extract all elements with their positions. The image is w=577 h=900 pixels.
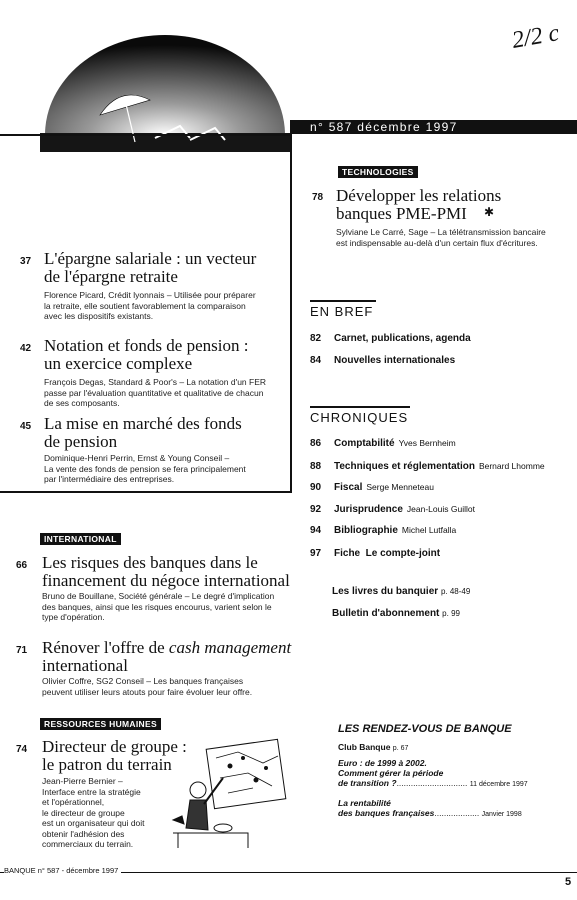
item-num: 82 — [310, 333, 322, 344]
article-title-line: de l'épargne retraite — [44, 267, 178, 286]
item-title: Fiscal — [334, 482, 363, 493]
article-num: 71 — [16, 645, 28, 656]
article-title-line: Les risques des banques dans le — [42, 553, 258, 572]
article-num: 37 — [20, 256, 32, 267]
article-title — [44, 250, 256, 286]
item-title: Techniques et réglementation — [334, 461, 475, 472]
item-title: Jurisprudence — [334, 504, 403, 515]
section-tag-rh: RESSOURCES HUMAINES — [40, 718, 161, 730]
manager-illustration — [168, 738, 288, 853]
article-summary — [44, 377, 266, 409]
article-title — [336, 187, 501, 223]
summary-line: Jean-Pierre Bernier – — [42, 776, 123, 786]
item-author: Yves Bernheim — [398, 438, 456, 448]
club-page: p. 67 — [392, 745, 409, 752]
title-part: Rénover l'offre de — [42, 638, 169, 657]
article-title-line: international — [42, 656, 128, 675]
rendezvous-club — [338, 742, 408, 752]
article-title-line: Notation et fonds de pension : — [44, 336, 249, 355]
item-author: Michel Lutfalla — [401, 525, 457, 535]
article-num: 78 — [312, 192, 324, 203]
summary-line: Olivier Coffre, SG2 Conseil – Les banques françaises — [42, 676, 244, 686]
section-heading-en-bref: EN BREF — [310, 304, 374, 319]
item-num: 92 — [310, 504, 322, 515]
summary-line: des banques, ainsi que les risques encourus, varient selon le — [42, 601, 272, 612]
article-num: 74 — [16, 744, 28, 755]
summary-line: de ses composants. — [44, 398, 120, 408]
page-number: 5 — [565, 876, 572, 888]
extra-item — [332, 586, 470, 597]
rendezvous-euro — [338, 758, 528, 790]
summary-line: est un organisateur qui doit — [42, 818, 145, 828]
article-title-line: Directeur de groupe : — [42, 737, 187, 756]
star-icon: ✱ — [484, 205, 495, 219]
article-title — [42, 639, 291, 675]
article-num: 42 — [20, 343, 32, 354]
item-num: 97 — [310, 548, 322, 559]
en-bref-item — [310, 333, 471, 344]
item-author: Serge Menneteau — [366, 482, 434, 492]
chronique-item — [310, 482, 434, 493]
handwritten-note: 2/2 c — [510, 20, 562, 54]
rendezvous-heading: LES RENDEZ-VOUS DE BANQUE — [338, 723, 512, 735]
article-title-line: un exercice complexe — [44, 354, 193, 373]
event-text: des banques françaises — [338, 808, 435, 818]
summary-line: type d'opération. — [42, 612, 105, 622]
chronique-item — [310, 438, 456, 449]
article-summary — [336, 227, 546, 248]
rendezvous-rentabilite — [338, 798, 522, 820]
article-summary — [42, 676, 252, 697]
left-box-right-border — [290, 130, 292, 492]
section-tag-international: INTERNATIONAL — [40, 533, 121, 545]
item-num: 94 — [310, 525, 322, 536]
event-line: La rentabilité — [338, 798, 391, 808]
event-line — [338, 808, 522, 820]
event-date: 11 décembre 1997 — [469, 781, 528, 788]
event-line: Euro : de 1999 à 2002. — [338, 758, 427, 768]
item-title: Bibliographie — [334, 525, 398, 536]
article-title-line — [42, 639, 291, 657]
extra-pages: p. 48-49 — [440, 587, 471, 596]
summary-line: commerciaux du terrain. — [42, 839, 134, 849]
chronique-item — [310, 525, 456, 536]
chroniques-rule — [310, 406, 410, 408]
summary-line: François Degas, Standard & Poor's – La notation d'un FER — [44, 377, 267, 387]
summary-line: et l'opérationnel, — [42, 797, 105, 807]
article-title-line: La mise en marché des fonds — [44, 414, 242, 433]
summary-line: Dominique-Henri Perrin, Ernst & Young Conseil – — [44, 453, 230, 463]
item-author: Jean-Louis Guillot — [406, 504, 475, 514]
item-num: 86 — [310, 438, 322, 449]
section-heading-chroniques: CHRONIQUES — [310, 410, 409, 425]
chronique-item — [310, 548, 440, 559]
extra-title: Bulletin d'abonnement — [332, 608, 440, 619]
leader-dots: .............................. — [396, 778, 468, 788]
article-title — [42, 554, 290, 590]
article-title-line: Développer les relations — [336, 186, 502, 205]
item-num: 88 — [310, 461, 322, 472]
article-title — [44, 415, 242, 451]
extra-item — [332, 608, 460, 619]
summary-line: peuvent utiliser leurs atouts pour faire évoluer leur offre. — [42, 686, 253, 697]
item-title: Fiche Le compte-joint — [334, 548, 441, 559]
chronique-item — [310, 504, 475, 515]
article-summary — [42, 591, 274, 623]
extra-title: Les livres du banquier — [332, 586, 439, 597]
article-num: 66 — [16, 560, 28, 571]
article-title-line: banques PME-PMI — [336, 204, 467, 223]
item-title: Nouvelles internationales — [334, 355, 456, 366]
event-line: Comment gérer la période — [338, 768, 444, 778]
chronique-item — [310, 461, 545, 472]
summary-line: est indispensable au-delà d'un certain flux d'écritures. — [336, 237, 538, 248]
club-label: Club Banque — [338, 742, 391, 752]
article-title — [42, 738, 187, 774]
article-title — [44, 337, 248, 373]
footer-issue: BANQUE n° 587 - décembre 1997 — [4, 866, 121, 875]
event-date: Janvier 1998 — [481, 811, 522, 818]
article-summary — [42, 776, 145, 850]
summary-line: par l'intermédiaire des entreprises. — [44, 474, 175, 484]
summary-line: Interface entre la stratégie — [42, 786, 141, 797]
article-summary — [44, 290, 256, 322]
issue-banner-text: n° 587 décembre 1997 — [310, 120, 458, 134]
en-bref-item — [310, 355, 455, 366]
summary-line: avec les dispositifs existants. — [44, 311, 154, 321]
item-title: Comptabilité — [334, 438, 395, 449]
article-summary — [44, 453, 246, 485]
summary-line: passe par l'évaluation quantitative et qualitative de chacun — [44, 387, 264, 398]
item-num: 90 — [310, 482, 322, 493]
summary-line: la retraite, elle soutient favorablement la comparaison — [44, 300, 246, 311]
item-title: Carnet, publications, agenda — [334, 333, 471, 344]
item-num: 84 — [310, 355, 322, 366]
en-bref-rule — [310, 300, 376, 302]
article-title-line: le patron du terrain — [42, 755, 172, 774]
left-box-bottom-border — [0, 491, 292, 493]
left-box-top-border — [0, 134, 290, 136]
summary-line: La vente des fonds de pension se fera principalement — [44, 463, 246, 474]
summary-line: Florence Picard, Crédit lyonnais – Utilisée pour préparer — [44, 290, 256, 300]
event-text: de transition ? — [338, 778, 397, 788]
summary-line: Bruno de Bouillane, Société générale – Le degré d'implication — [42, 591, 275, 601]
extra-pages: p. 99 — [442, 609, 460, 618]
title-italic-part: cash management — [168, 638, 292, 657]
item-author: Bernard Lhomme — [478, 461, 545, 471]
article-num: 45 — [20, 421, 32, 432]
article-title-line: de pension — [44, 432, 118, 451]
summary-line: le directeur de groupe — [42, 807, 125, 818]
leader-dots: ................... — [434, 808, 480, 818]
summary-line: obtenir l'adhésion des — [42, 828, 125, 839]
event-line — [338, 778, 528, 790]
article-title-line: financement du négoce international — [42, 571, 290, 590]
article-title-line: L'épargne salariale : un vecteur — [44, 249, 257, 268]
summary-line: Sylviane Le Carré, Sage – La télétransmission bancaire — [336, 227, 546, 237]
section-tag-technologies: TECHNOLOGIES — [338, 166, 418, 178]
